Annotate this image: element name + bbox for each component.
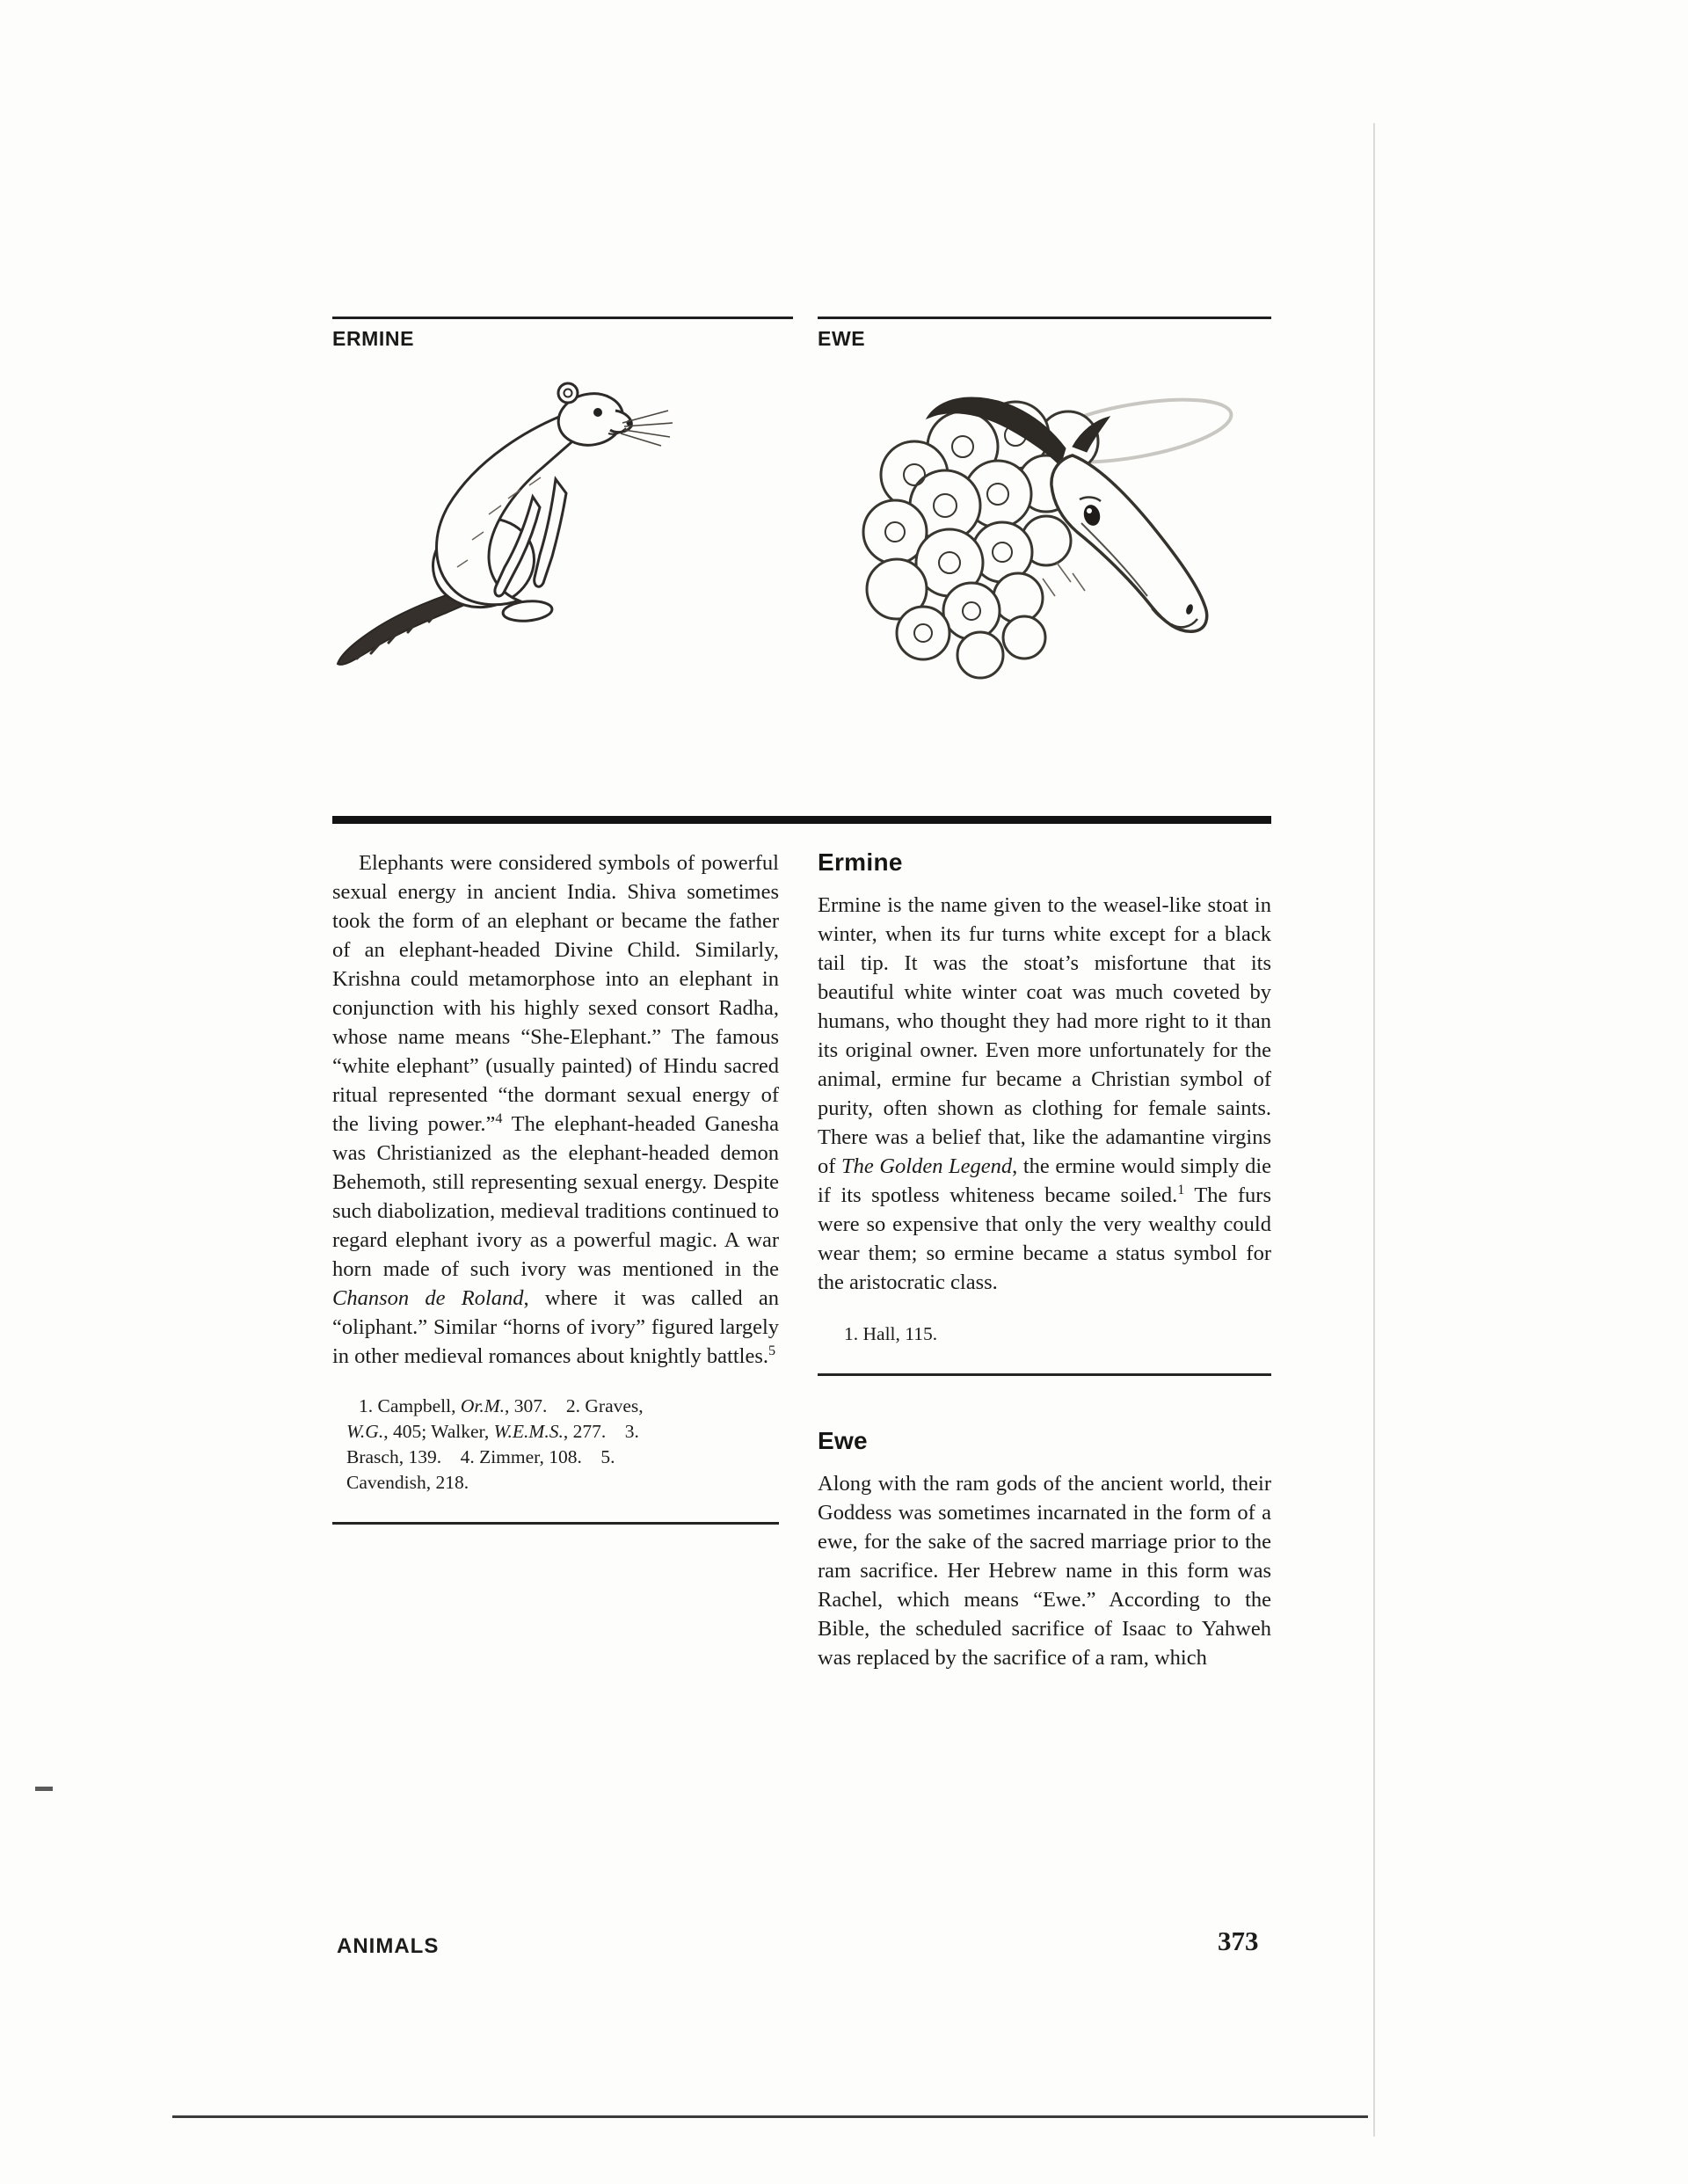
section-divider-rule (332, 816, 1271, 824)
page-number: 373 (1218, 1926, 1259, 1956)
ewe-illustration (782, 343, 1292, 721)
ermine-end-rule (818, 1373, 1271, 1376)
elephant-footnotes: 1. Campbell, Or.M., 307. 2. Graves, W.G., 405; Walker, W.E.M.S., 277. 3. Brasch, 139. 4. Zimmer, 108. 5. Cavendish, 218. (346, 1395, 644, 1493)
ewe-entry-heading: Ewe (818, 1427, 868, 1454)
ermine-drawing (316, 356, 695, 681)
ermine-entry-heading: Ermine (818, 848, 903, 876)
right-column (818, 848, 1271, 1672)
left-column-end-rule (332, 1522, 779, 1525)
ermine-footnote: 1. Hall, 115. (844, 1323, 938, 1344)
ewe-figure-label: EWE (818, 327, 866, 350)
ermine-figure-label: ERMINE (332, 327, 415, 350)
ewe-entry-body: Along with the ram gods of the ancient world, their Goddess was sometimes incarnated in the form of a ewe, for the sake of the sacred marriage prior to the ram sacrifice. Her Hebrew name in this form was Rachel, which means “Ewe.” According to the Bible, the scheduled sacrifice of Isaac to Yahweh was replaced by the sacrifice of a ram, which (818, 1472, 1271, 1670)
scan-edge-line (1373, 123, 1375, 2137)
ewe-label-rule (818, 317, 1271, 319)
ewe-drawing (782, 343, 1292, 721)
elephant-paragraph: Elephants were considered symbols of powerful sexual energy in ancient India. Shiva sometimes took the form of an elephant or became the father of an elephant-headed Divine Child. Similarly, Krishna could metamorphose into an elephant in conjunction with his highly sexed consort Radha, whose name means “She-Elephant.” The famous “white elephant” (usually painted) of Hindu sacred ritual represented “the dormant sexual energy of the living power.”$^4$ The elephant-headed Ganesha was Christianized as the elephant-headed demon Behemoth, still representing sexual energy. Despite such diabolization, medieval traditions continued to regard elephant ivory as a powerful magic. A war horn made of such ivory was mentioned in the Chanson de Roland, where it was called an “oliphant.” Similar “horns of ivory” figured largely in other medieval romances about knightly battles.$^5$ (332, 851, 780, 1368)
scan-bottom-line (172, 2115, 1368, 2118)
running-head: ANIMALS (337, 1934, 440, 1958)
ermine-illustration (316, 356, 695, 681)
left-column (332, 848, 779, 1525)
ermine-entry-body: Ermine is the name given to the weasel-like stoat in winter, when its fur turns white except for a black tail tip. It was the stoat’s misfortune that its beautiful white winter coat was much coveted by humans, who thought they had more right to it than its original owner. Even more unfortunately for the animal, ermine fur became a Christian symbol of purity, often shown as clothing for female saints. There was a belief that, like the adamantine virgins of The Golden Legend, the ermine would simply die if its spotless whiteness became soiled.$^1$ The furs were so expensive that only the very wealthy could wear them; so ermine became a status symbol for the aristocratic class. (818, 893, 1272, 1294)
ermine-label-rule (332, 317, 793, 319)
scan-mark (35, 1787, 53, 1791)
